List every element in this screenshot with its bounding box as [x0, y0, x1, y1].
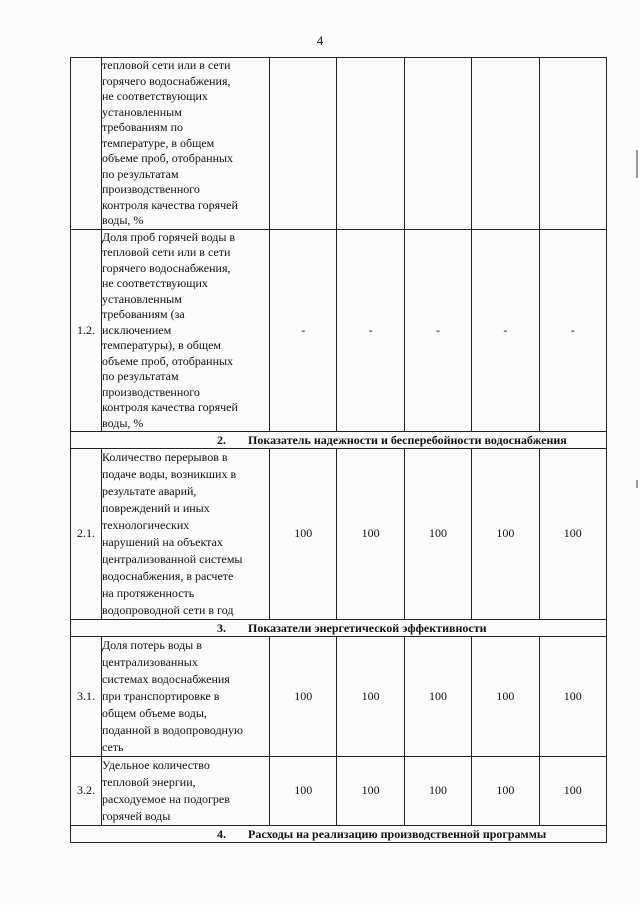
- section-heading: [71, 620, 607, 637]
- table-row: [71, 58, 607, 230]
- description-line: горячего водоснабжения,: [102, 73, 231, 88]
- description-line: объеме проб, отобранных: [102, 353, 234, 368]
- description-line: на протяженность: [102, 586, 195, 600]
- row-number: [71, 58, 102, 230]
- row-description: [102, 449, 270, 620]
- description-line: Доля потерь воды в: [102, 638, 202, 652]
- description-line: Удельное количество: [102, 758, 210, 772]
- value-cell: 100: [337, 449, 404, 620]
- description-line: требованиям (за: [102, 307, 185, 321]
- table-row: [71, 449, 607, 620]
- section-heading-row: [71, 826, 607, 843]
- description-line: производственного: [102, 384, 200, 399]
- description-line: контроля качества горячей: [102, 400, 238, 414]
- section-title: Показатель надежности и бесперебойности водоснабжения: [248, 433, 567, 447]
- description-line: температуре, в общем: [102, 135, 215, 150]
- description-line: производственного: [102, 182, 200, 196]
- table-row: [71, 757, 607, 826]
- description-line: горячего водоснабжения,: [102, 260, 231, 275]
- description-line: не соответствующих: [102, 89, 208, 103]
- description-line: подаче воды, возникших в: [102, 467, 237, 481]
- value-cell: 100: [472, 757, 539, 826]
- description-line: установленным: [102, 104, 182, 119]
- description-lines: [102, 637, 269, 756]
- page-number: 4: [316, 33, 324, 48]
- scan-edge-mark: [636, 150, 638, 178]
- section-heading: [71, 826, 607, 843]
- value-cell: -: [337, 229, 404, 432]
- section-number: 3.: [217, 621, 226, 635]
- row-description: [102, 757, 270, 826]
- section-heading-row: [71, 620, 607, 637]
- description-lines: [102, 449, 269, 619]
- value-cell: [404, 58, 471, 230]
- value-cell: 100: [404, 637, 471, 757]
- section-heading: [71, 432, 607, 449]
- description-line: горячей воды: [102, 809, 171, 823]
- value-cell: 100: [270, 637, 337, 757]
- value-cell: 100: [472, 449, 539, 620]
- section-number: 4.: [217, 827, 226, 841]
- description-line: тепловой сети или в сети: [102, 245, 231, 259]
- value-cell: 100: [404, 449, 471, 620]
- row-number: 1.2.: [71, 229, 102, 432]
- section-heading-row: [71, 432, 607, 449]
- description-line: централизованной системы: [102, 552, 243, 566]
- description-line: водоснабжения, в расчете: [102, 569, 234, 583]
- description-line: воды, %: [102, 415, 144, 430]
- description-lines: [102, 58, 269, 229]
- value-cell: 100: [539, 757, 606, 826]
- table-row: [71, 637, 607, 757]
- description-line: Доля проб горячей воды в: [102, 229, 236, 244]
- description-line: расходуемое на подогрев: [102, 792, 230, 806]
- scan-edge-mark: [636, 480, 638, 488]
- description-line: установленным: [102, 291, 182, 306]
- value-cell: 100: [404, 757, 471, 826]
- description-line: контроля качества горячей: [102, 197, 238, 212]
- description-line: технологических: [102, 518, 190, 532]
- description-line: результате аварий,: [102, 484, 197, 498]
- value-cell: -: [472, 229, 539, 432]
- value-cell: 100: [337, 637, 404, 757]
- description-line: сеть: [102, 740, 124, 754]
- value-cell: 100: [539, 637, 606, 757]
- value-cell: 100: [337, 757, 404, 826]
- section-title: Расходы на реализацию производственной программы: [248, 827, 547, 841]
- description-line: системах водоснабжения: [102, 672, 230, 686]
- description-line: водопроводной сети в год: [102, 603, 234, 617]
- description-line: тепловой сети или в сети: [102, 58, 231, 72]
- description-line: объеме проб, отобранных: [102, 151, 234, 165]
- value-cell: [270, 58, 337, 230]
- indicators-table: [70, 57, 607, 843]
- value-cell: [337, 58, 404, 230]
- description-line: требованиям по: [102, 120, 184, 134]
- section-title: Показатели энергетической эффективности: [248, 621, 487, 635]
- value-cell: -: [539, 229, 606, 432]
- description-line: температуры), в общем: [102, 338, 222, 352]
- description-line: исключением: [102, 322, 172, 337]
- description-line: воды, %: [102, 213, 144, 227]
- value-cell: 100: [539, 449, 606, 620]
- description-line: поданной в водопроводную: [102, 723, 243, 737]
- description-lines: [102, 230, 269, 432]
- row-description: [102, 58, 270, 230]
- description-line: тепловой энергии,: [102, 775, 196, 789]
- value-cell: [472, 58, 539, 230]
- row-description: [102, 229, 270, 432]
- value-cell: 100: [270, 449, 337, 620]
- row-number: 2.1.: [71, 449, 102, 620]
- description-line: общем объеме воды,: [102, 706, 207, 720]
- value-cell: -: [270, 229, 337, 432]
- description-line: по результатам: [102, 369, 179, 383]
- description-lines: [102, 757, 269, 825]
- row-number: 3.1.: [71, 637, 102, 757]
- description-line: по результатам: [102, 166, 179, 181]
- value-cell: 100: [270, 757, 337, 826]
- table-row: [71, 229, 607, 432]
- description-line: Количество перерывов в: [102, 450, 228, 464]
- description-line: не соответствующих: [102, 276, 208, 290]
- value-cell: [539, 58, 606, 230]
- description-line: при транспортировке в: [102, 689, 220, 703]
- row-number: 3.2.: [71, 757, 102, 826]
- row-description: [102, 637, 270, 757]
- description-line: нарушений на объектах: [102, 535, 223, 549]
- value-cell: -: [404, 229, 471, 432]
- description-line: повреждений и иных: [102, 501, 210, 515]
- section-number: 2.: [217, 433, 226, 447]
- description-line: централизованных: [102, 655, 198, 669]
- value-cell: 100: [472, 637, 539, 757]
